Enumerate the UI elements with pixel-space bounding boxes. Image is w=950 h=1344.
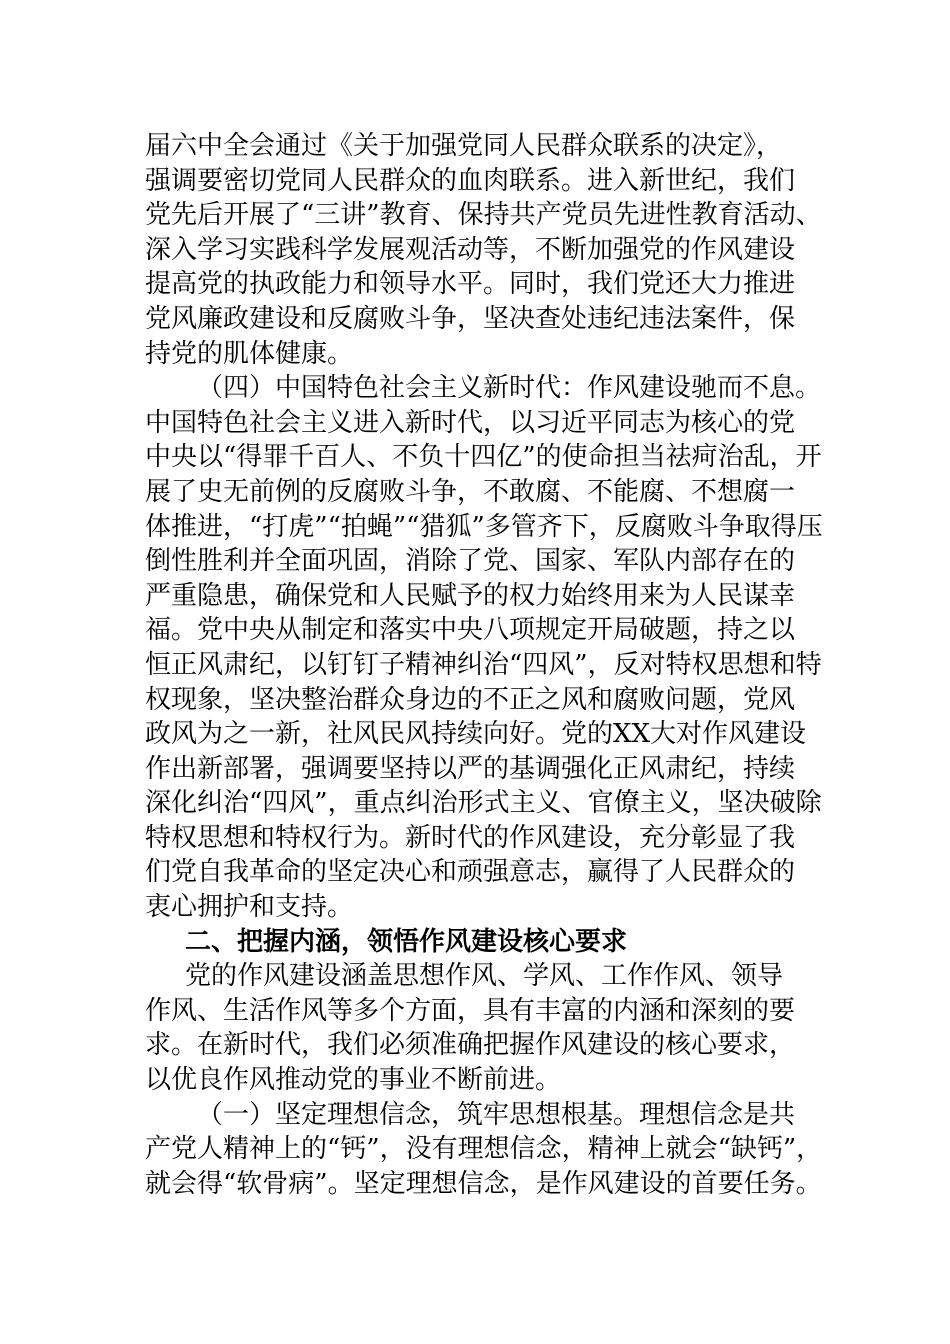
text-line: 党先后开展了“三讲”教育、保持共产党员先进性教育活动、 xyxy=(145,200,822,231)
text-line: 恒正风肃纪，以钉钉子精神纠治“四风”，反对特权思想和特 xyxy=(145,649,822,680)
text-line: 强调要密切党同人民群众的血肉联系。进入新世纪，我们 xyxy=(145,165,796,196)
text-line: 政风为之一新，社风民风持续向好。党的XX大对作风建设 xyxy=(145,719,807,750)
text-line: 们党自我革命的坚定决心和顽强意志，赢得了人民群众的 xyxy=(145,857,796,888)
text-line: 就会得“软骨病”。坚定理想信念，是作风建设的首要任务。 xyxy=(145,1168,822,1199)
text-line: 作风、生活作风等多个方面，具有丰富的内涵和深刻的要 xyxy=(145,995,796,1026)
text-line: 权现象，坚决整治群众身边的不正之风和腐败问题，党风 xyxy=(145,684,796,715)
chapter-heading-2: 二、把握内涵，领悟作风建设核心要求 xyxy=(185,926,628,957)
text-line: 中央以“得罪千百人、不负十四亿”的使命担当祛疴治乱，开 xyxy=(145,442,822,473)
text-line: 党的作风建设涵盖思想作风、学风、工作作风、领导 xyxy=(185,961,784,992)
text-line: 衷心拥护和支持。 xyxy=(145,892,354,923)
text-line: 深化纠治“四风”，重点纠治形式主义、官僚主义，坚决破除 xyxy=(145,788,822,819)
text-line: 党风廉政建设和反腐败斗争，坚决查处违纪违法案件，保 xyxy=(145,303,796,334)
text-line: 倒性胜利并全面巩固，消除了党、国家、军队内部存在的 xyxy=(145,546,796,577)
section-heading-1: （一）坚定理想信念，筑牢思想根基。理想信念是共 xyxy=(197,1099,796,1130)
text-line: 求。在新时代，我们必须准确把握作风建设的核心要求， xyxy=(145,1030,796,1061)
text-line: 特权思想和特权行为。新时代的作风建设，充分彰显了我 xyxy=(145,822,796,853)
text-line: 中国特色社会主义进入新时代，以习近平同志为核心的党 xyxy=(145,407,796,438)
body-text xyxy=(145,129,823,1201)
text-line: 展了史无前例的反腐败斗争，不敢腐、不能腐、不想腐一 xyxy=(145,476,796,507)
text-line: 作出新部署，强调要坚持以严的基调强化正风肃纪，持续 xyxy=(145,753,796,784)
text-line: 届六中全会通过《关于加强党同人民群众联系的决定》， xyxy=(145,131,783,161)
text-line: 严重隐患，确保党和人民赋予的权力始终用来为人民谋幸 xyxy=(145,580,796,611)
text-line: 产党人精神上的“钙”，没有理想信念，精神上就会“缺钙”， xyxy=(145,1134,823,1165)
text-line: 持党的肌体健康。 xyxy=(145,338,354,369)
text-line: 深入学习实践科学发展观活动等，不断加强党的作风建设 xyxy=(145,234,796,265)
text-line: 体推进，“打虎”“拍蝇”“猎狐”多管齐下，反腐败斗争取得压 xyxy=(145,511,823,542)
text-line: 提高党的执政能力和领导水平。同时，我们党还大力推进 xyxy=(145,269,796,300)
text-line: 福。党中央从制定和落实中央八项规定开局破题，持之以 xyxy=(145,615,796,646)
section-heading-4: （四）中国特色社会主义新时代：作风建设驰而不息。 xyxy=(197,373,822,404)
text-line: 以优良作风推动党的事业不断前进。 xyxy=(145,1065,562,1096)
